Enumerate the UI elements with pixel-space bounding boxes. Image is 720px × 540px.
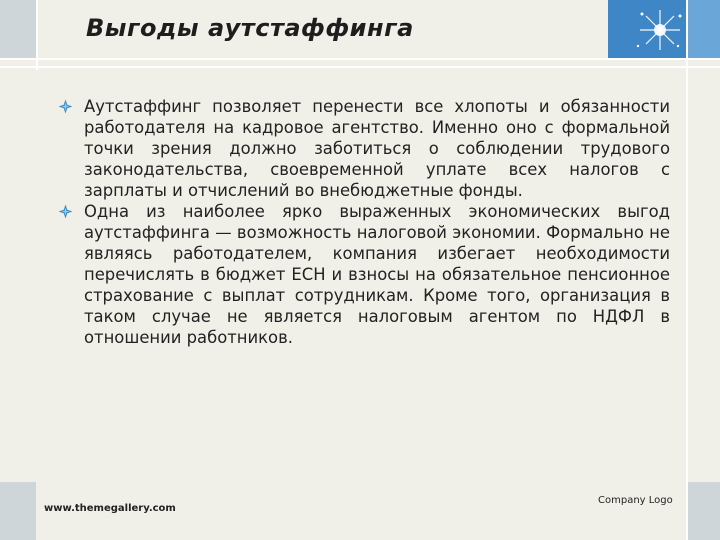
sparkle-icon: [630, 6, 690, 54]
header-light-blue-block: [688, 0, 720, 58]
bullet-text: Одна из наиболее ярко выраженных экономических выгод аутстаффинга — возможность налоговой экономии. Формально не являясь работодателем, компания избегает необходимости перечислять в бюджет ЕСН и взносы на обязательное пенсионное страхование с выплат сотрудникам. Кроме того, организация в таком случае не является налоговым агентом по НДФЛ в отношении работников.: [84, 202, 670, 347]
diamond-bullet-icon: [58, 99, 73, 114]
footer-url: www.themegallery.com: [44, 503, 176, 514]
grid-line: [0, 66, 720, 68]
company-logo: Company Logo: [598, 495, 673, 506]
header-accent-block: [0, 0, 36, 58]
grid-line: [0, 58, 720, 60]
grid-line: [686, 0, 688, 540]
bullet-item: [58, 201, 670, 348]
diamond-bullet-icon: [58, 204, 73, 219]
slide-content: [58, 96, 670, 348]
bullet-item: [58, 96, 670, 201]
slide-title: Выгоды аутстаффинга: [86, 14, 414, 42]
bullet-text: Аутстаффинг позволяет перенести все хлопоты и обязанности работодателя на кадровое агентство. Именно оно с формальной точки зрения должно заботиться о соблюдении трудового законодательства, своевременной уплате всех налогов с зарплаты и отчислений во внебюджетные фонды.: [84, 97, 670, 200]
footer-accent-block: [0, 482, 36, 540]
footer-accent-block: [688, 482, 720, 540]
